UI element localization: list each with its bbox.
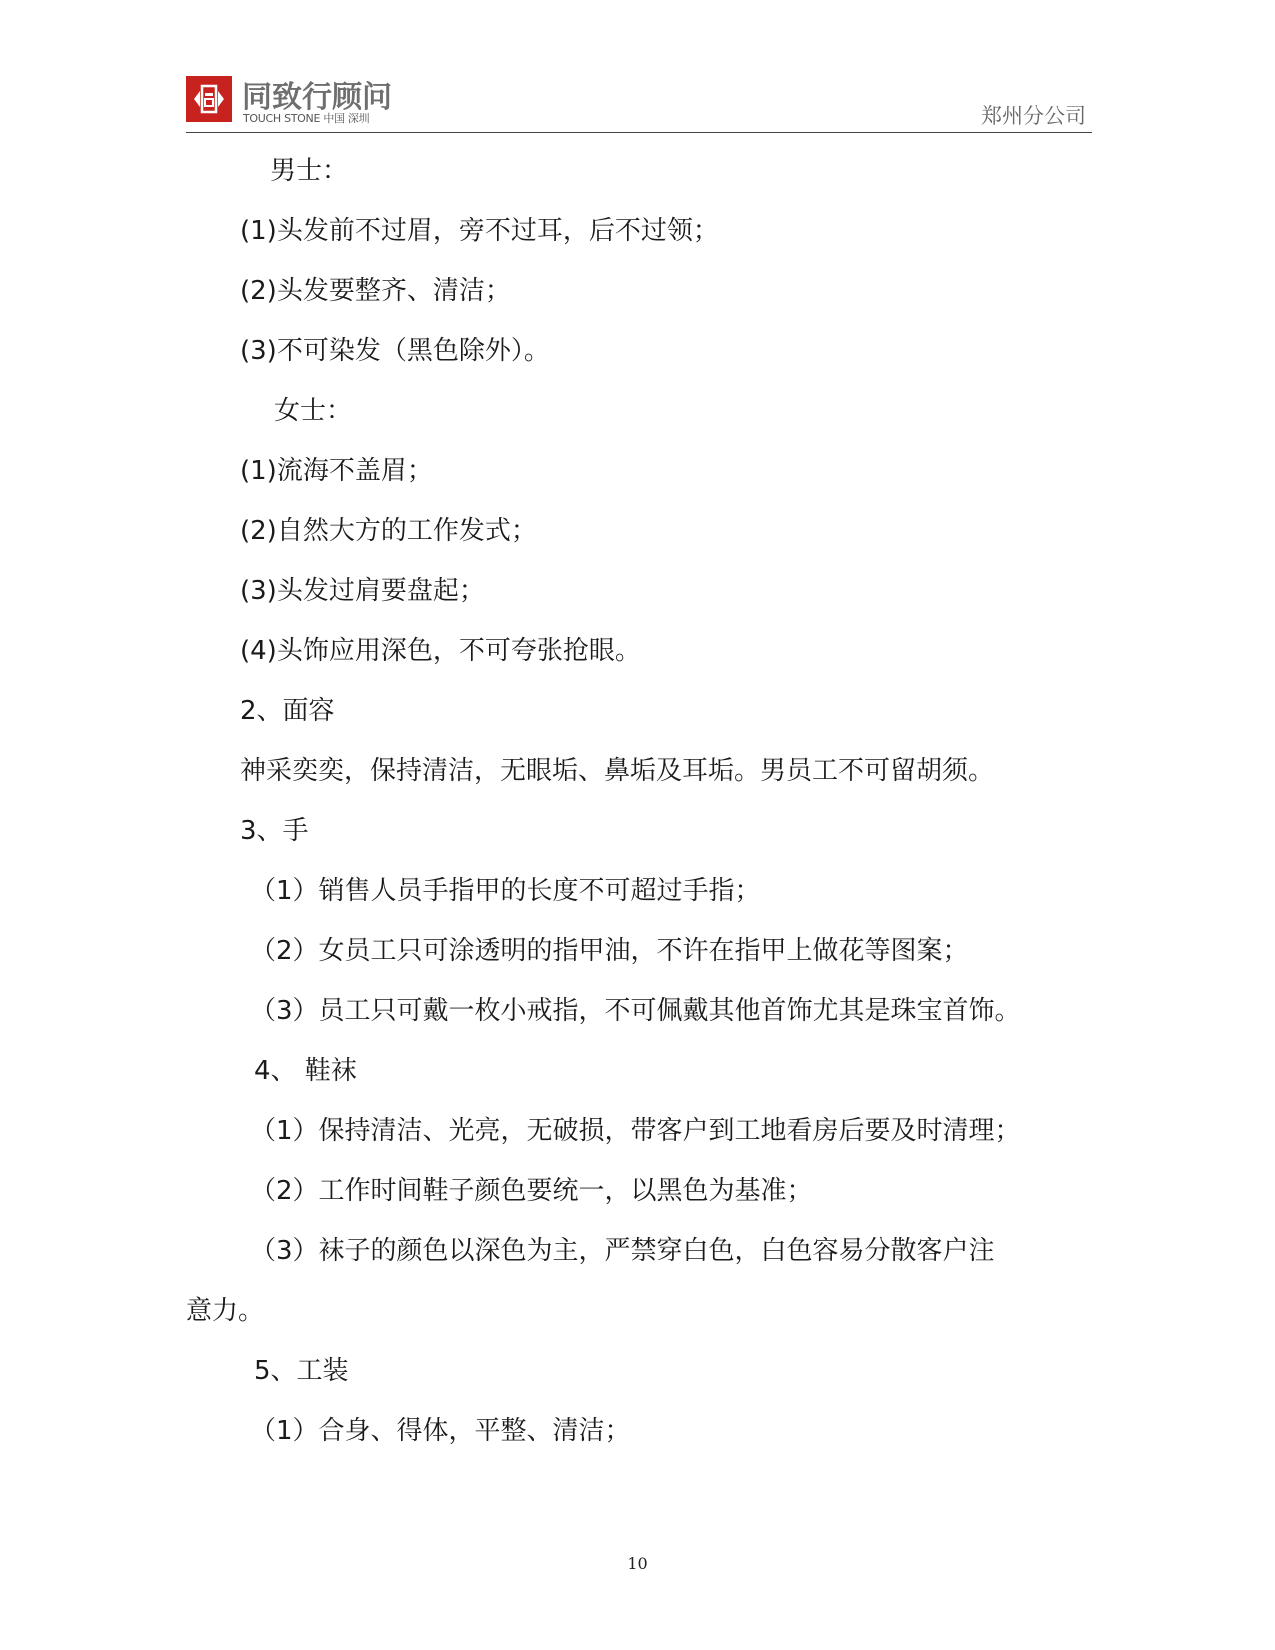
company-logo-icon [186, 76, 232, 122]
branch-name: 郑州分公司 [981, 104, 1086, 128]
text-line: （1）销售人员手指甲的长度不可超过手指； [250, 876, 761, 906]
text-line: (4)头饰应用深色，不可夸张抢眼。 [240, 636, 641, 666]
text-line: (1)流海不盖眉； [240, 456, 433, 486]
section-heading: 2、面容 [240, 696, 335, 726]
text-line: (3)不可染发（黑色除外）。 [240, 336, 550, 366]
text-line: 意力。 [186, 1296, 265, 1326]
text-line: 神采奕奕，保持清洁，无眼垢、鼻垢及耳垢。男员工不可留胡须。 [240, 756, 995, 786]
text-line: 男士： [270, 156, 349, 186]
section-heading: 3、手 [240, 816, 309, 846]
text-line: (2)自然大方的工作发式； [240, 516, 537, 546]
text-line: （2）女员工只可涂透明的指甲油，不许在指甲上做花等图案； [250, 936, 969, 966]
section-heading: 4、 鞋袜 [254, 1056, 357, 1086]
section-heading: 5、工装 [254, 1356, 349, 1386]
page-number: 10 [627, 1554, 648, 1573]
text-line: （1）保持清洁、光亮，无破损，带客户到工地看房后要及时清理； [250, 1116, 1021, 1146]
text-line: （3）员工只可戴一枚小戒指，不可佩戴其他首饰尤其是珠宝首饰。 [250, 996, 1021, 1026]
text-line: 女士： [274, 396, 353, 426]
text-line: (2)头发要整齐、清洁； [240, 276, 511, 306]
text-line: （3）袜子的颜色以深色为主，严禁穿白色，白色容易分散客户注 [250, 1236, 995, 1266]
company-subtitle: TOUCH STONE 中国 深圳 [243, 112, 370, 125]
text-line: (1)头发前不过眉，旁不过耳，后不过领； [240, 216, 719, 246]
header-divider [186, 132, 1092, 133]
text-line: （1）合身、得体，平整、清洁； [250, 1416, 631, 1446]
text-line: (3)头发过肩要盘起； [240, 576, 485, 606]
text-line: （2）工作时间鞋子颜色要统一，以黑色为基准； [250, 1176, 813, 1206]
page-header [186, 70, 1092, 134]
company-name: 同致行顾问 [242, 80, 392, 115]
